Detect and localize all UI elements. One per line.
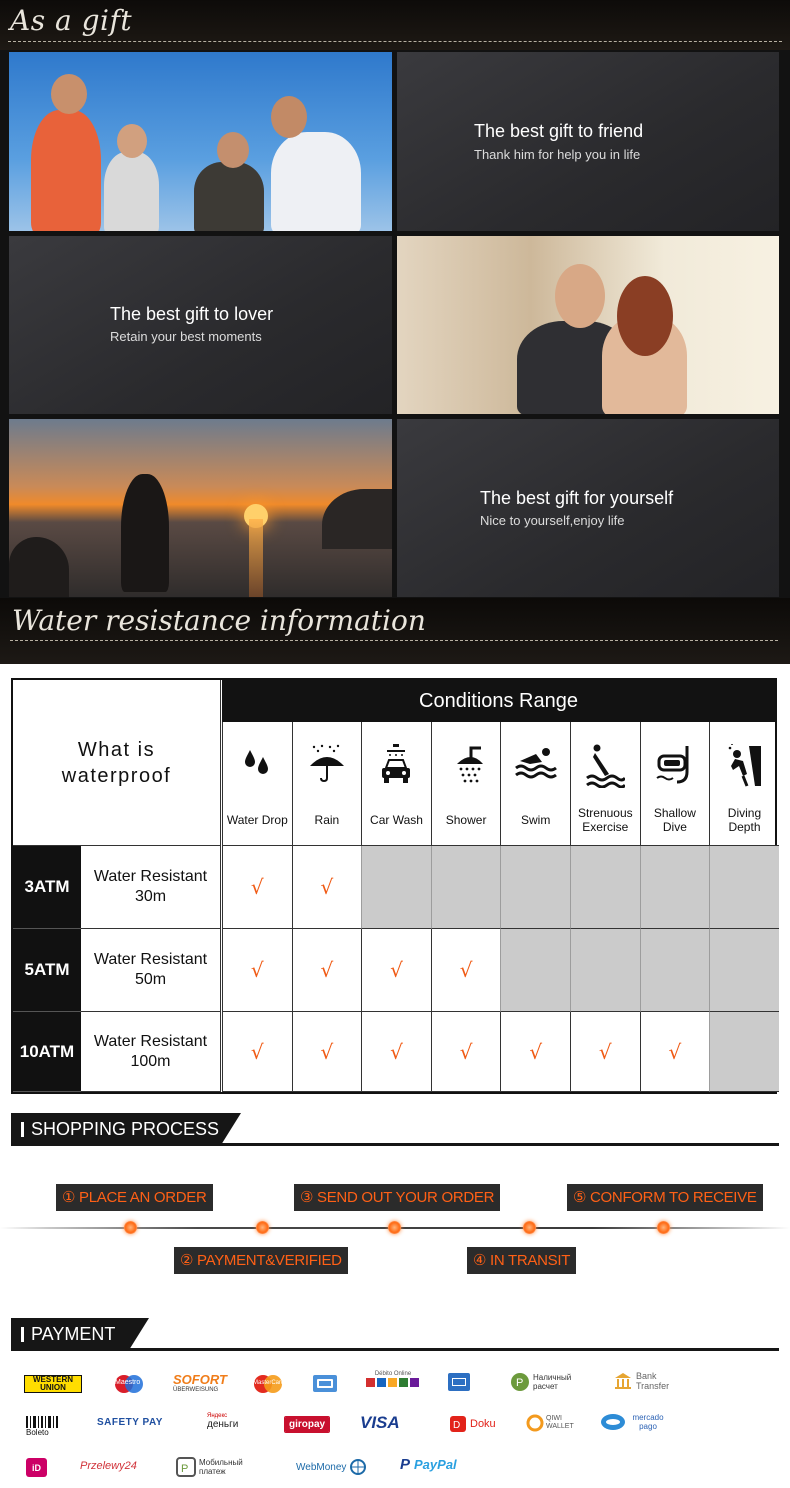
supported-cell: [640, 1012, 710, 1092]
nalichny-logo: [510, 1372, 581, 1392]
cash-icon: [510, 1372, 530, 1392]
mercado-pago-logo: [600, 1412, 668, 1432]
condition-label: Shallow Dive: [653, 806, 696, 834]
atm-rating: 5ATM: [13, 929, 81, 1012]
unsupported-cell: [709, 929, 779, 1012]
condition-water-drop: [222, 722, 292, 846]
water-section-header: [0, 598, 790, 664]
friend-figure-2: [104, 152, 159, 231]
atm-rating: 10ATM: [13, 1012, 81, 1092]
snorkel-mask-icon: [655, 744, 695, 786]
nalichny-text: Наличный расчет: [533, 1373, 572, 1391]
debito-banks-icon: [366, 1377, 420, 1389]
step-payment-verified: ② PAYMENT&VERIFIED: [174, 1247, 348, 1274]
step-conform-receive: ⑤ CONFORM TO RECEIVE: [567, 1184, 763, 1211]
dashed-divider: [8, 41, 782, 42]
doku-icon: [449, 1415, 467, 1433]
paypal-icon: P: [400, 1456, 411, 1473]
amex-icon: [452, 1378, 466, 1386]
doku-text: Doku: [470, 1418, 496, 1430]
qiwi-text: QIWI WALLET: [546, 1415, 574, 1430]
friend-head-1: [51, 74, 87, 114]
step-3-dot: [388, 1221, 401, 1234]
paypal-text: PayPal: [414, 1457, 457, 1472]
unsupported-cell: [570, 846, 640, 929]
conditions-range-header: Conditions Range: [222, 680, 775, 722]
western-union-logo: [24, 1375, 82, 1393]
svg-text:P: P: [181, 1463, 189, 1475]
atm-rating: 3ATM: [13, 846, 81, 929]
check-mark-icon: √: [459, 1039, 473, 1064]
unsupported-cell: [361, 846, 431, 929]
gift-yourself-subtext: Nice to yourself,enjoy life: [480, 513, 625, 528]
check-mark-icon: √: [459, 958, 473, 982]
supported-cell: [222, 846, 292, 929]
condition-diving-depth: [709, 722, 779, 846]
webmoney-text: WebMoney: [296, 1461, 347, 1473]
condition-label: Water Drop: [226, 813, 288, 827]
card-logo: [313, 1375, 337, 1392]
shopping-process-banner: [11, 1113, 779, 1149]
przelewy24-logo: [80, 1460, 137, 1472]
check-mark-icon: √: [250, 958, 264, 982]
gift-grid: [0, 50, 790, 598]
bank-transfer-logo: [614, 1371, 674, 1391]
water-resistant-depth: Water Resistant 30m: [81, 846, 221, 929]
unsupported-cell: [709, 1012, 779, 1092]
gift-section-title: As a gift: [10, 4, 133, 37]
mastercard-text: MasterCard: [253, 1380, 285, 1386]
qiwi-logo: [526, 1414, 574, 1432]
condition-label: Car Wash: [370, 813, 423, 827]
supported-cell: [570, 1012, 640, 1092]
gift-friend-subtext: Thank him for help you in life: [474, 147, 641, 162]
condition-car-wash: [361, 722, 431, 846]
western-union-text: WESTERN UNION: [33, 1375, 73, 1392]
friend-head-3: [217, 132, 249, 168]
sofort-text: SOFORT: [173, 1372, 227, 1387]
bank-transfer-text: Bank Transfer: [636, 1371, 670, 1391]
svg-text:P: P: [516, 1377, 524, 1389]
step-send-out: ③ SEND OUT YOUR ORDER: [294, 1184, 500, 1211]
step-2-dot: [256, 1221, 269, 1234]
unsupported-cell: [500, 929, 570, 1012]
condition-shallow-dive: [640, 722, 710, 846]
supported-cell: [222, 1012, 292, 1092]
dashed-divider: [10, 640, 778, 641]
amex-logo: [448, 1373, 470, 1391]
gift-lover-heading: The best gift to lover: [110, 304, 274, 324]
condition-label: Shower: [445, 813, 487, 827]
mobile-payment-logo: [176, 1457, 251, 1477]
check-mark-icon: √: [529, 1039, 543, 1064]
friends-photo: [9, 52, 392, 231]
diving-board-icon: [585, 744, 625, 788]
barcode-icon: [26, 1416, 58, 1428]
supported-cell: [431, 1012, 501, 1092]
giropay-text: giropay: [285, 1417, 329, 1432]
friend-figure-4: [271, 132, 361, 231]
mobile-payment-icon: [176, 1457, 196, 1477]
check-mark-icon: √: [250, 1039, 264, 1064]
safetypay-logo: [97, 1417, 163, 1428]
unsupported-cell: [640, 846, 710, 929]
sun-reflection: [249, 519, 263, 597]
supported-cell: [431, 929, 501, 1012]
paypal-logo: [400, 1456, 457, 1473]
supported-cell: [361, 929, 431, 1012]
step-in-transit: ④ IN TRANSIT: [467, 1247, 576, 1274]
supported-cell: [222, 929, 292, 1012]
condition-label: Swim: [521, 813, 551, 827]
sofort-subtext: ÜBERWEISUNG: [173, 1387, 219, 1393]
mobile-payment-text: Мобильный платеж: [199, 1458, 243, 1476]
banner-underline: [11, 1143, 779, 1146]
what-is-waterproof-label: [13, 680, 221, 846]
ideal-logo: [26, 1458, 47, 1477]
qiwi-icon: [526, 1414, 544, 1432]
bank-icon: [614, 1372, 632, 1390]
webmoney-logo: [296, 1458, 367, 1476]
debito-title: Débito Online: [374, 1371, 412, 1377]
friend-head-2: [117, 124, 147, 158]
unsupported-cell: [640, 929, 710, 1012]
check-mark-icon: √: [250, 875, 264, 899]
friend-figure-3: [194, 162, 264, 231]
maestro-logo: [113, 1374, 145, 1394]
car-wash-icon: [377, 744, 415, 786]
umbrella-rain-icon: [308, 744, 346, 784]
mercado-pago-text: mercado pago: [632, 1413, 664, 1431]
card-icon: [317, 1379, 333, 1388]
scuba-diver-icon: [725, 744, 763, 788]
debito-online-logo: [366, 1371, 420, 1389]
yandex-bottom-text: деньги: [207, 1419, 239, 1430]
rocks-left: [9, 537, 69, 597]
what-is-waterproof-text: What is waterproof: [61, 738, 172, 787]
lovers-photo: [397, 236, 779, 414]
shopping-process-title: SHOPPING PROCESS: [11, 1113, 221, 1145]
check-mark-icon: √: [668, 1039, 682, 1064]
unsupported-cell: [431, 846, 501, 929]
water-resistant-depth: Water Resistant 100m: [81, 1012, 221, 1092]
check-mark-icon: √: [598, 1039, 612, 1064]
giropay-logo: [284, 1416, 330, 1433]
water-resistant-depth: Water Resistant 50m: [81, 929, 221, 1012]
webmoney-globe-icon: [349, 1458, 367, 1476]
friend-head-4: [271, 96, 307, 138]
yandex-top-text: Яндекс: [207, 1413, 228, 1419]
supported-cell: [500, 1012, 570, 1092]
gift-lover-subtext: Retain your best moments: [110, 329, 262, 344]
check-mark-icon: √: [390, 1039, 403, 1064]
boleto-text: Boleto: [26, 1428, 49, 1437]
unsupported-cell: [500, 846, 570, 929]
yandex-money-logo: [207, 1413, 238, 1430]
gift-section-header: [0, 0, 790, 50]
friend-figure-1: [31, 110, 101, 231]
mastercard-logo: [252, 1374, 284, 1394]
step-1-dot: [124, 1221, 137, 1234]
maestro-text: Maestro: [115, 1379, 141, 1386]
sofort-logo: [173, 1372, 227, 1393]
supported-cell: [292, 1012, 362, 1092]
gift-lover-tile: [9, 236, 392, 414]
silhouette-figure: [121, 474, 169, 592]
step-4-dot: [523, 1221, 536, 1234]
gift-yourself-heading: The best gift for yourself: [480, 488, 674, 508]
step-5-dot: [657, 1221, 670, 1234]
condition-rain: [292, 722, 362, 846]
check-mark-icon: √: [320, 1039, 334, 1064]
payment-banner: [11, 1318, 779, 1354]
check-mark-icon: √: [320, 875, 334, 899]
supported-cell: [292, 929, 362, 1012]
safetypay-text: SAFETY PAY: [97, 1417, 163, 1428]
banner-underline: [11, 1348, 779, 1351]
visa-text: VISA: [360, 1413, 400, 1432]
water-section-title: Water resistance information: [12, 604, 426, 637]
shower-icon: [447, 744, 485, 784]
woman-hair: [617, 276, 673, 356]
gift-yourself-tile: [397, 419, 779, 597]
svg-text:D: D: [453, 1420, 461, 1431]
condition-label: Diving Depth: [727, 806, 762, 834]
supported-cell: [292, 846, 362, 929]
waterproof-table: [11, 678, 777, 1094]
condition-strenuous-exercise: [570, 722, 640, 846]
man-head: [555, 264, 605, 328]
check-mark-icon: √: [320, 958, 334, 982]
water-drop-icon: [240, 744, 274, 778]
unsupported-cell: [709, 846, 779, 929]
step-place-order: ① PLACE AN ORDER: [56, 1184, 213, 1211]
sunset-photo: [9, 419, 392, 597]
condition-label: Rain: [314, 813, 340, 827]
doku-logo: [449, 1415, 496, 1433]
swim-icon: [514, 744, 558, 782]
supported-cell: [361, 1012, 431, 1092]
boleto-logo: [26, 1416, 58, 1437]
gift-friend-tile: [397, 52, 779, 231]
gift-friend-heading: The best gift to friend: [474, 121, 644, 141]
visa-logo: [360, 1413, 400, 1433]
rocks-right: [322, 489, 392, 549]
condition-shower: [431, 722, 501, 846]
handshake-icon: [600, 1412, 626, 1432]
condition-swim: [500, 722, 570, 846]
przelewy-text: Przelewy24: [80, 1460, 137, 1472]
ideal-icon: iD: [32, 1462, 41, 1473]
check-mark-icon: √: [390, 958, 403, 982]
condition-label: Strenuous Exercise: [577, 806, 633, 834]
payment-title: PAYMENT: [11, 1318, 129, 1350]
unsupported-cell: [570, 929, 640, 1012]
